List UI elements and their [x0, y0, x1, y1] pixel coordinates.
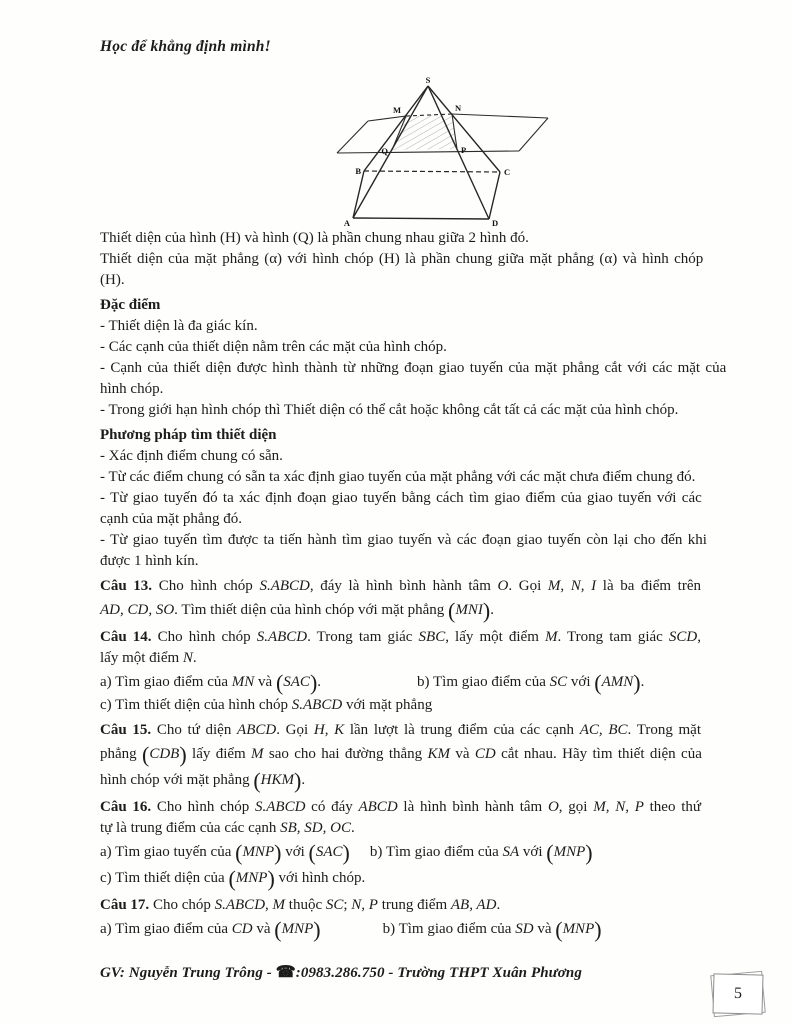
text-segment: hình chóp với mặt phẳng — [100, 772, 254, 788]
plane-front-edge — [337, 151, 519, 153]
text-segment: , lấy một điểm — [445, 629, 545, 645]
label-B: B — [355, 166, 361, 176]
edge-AD — [353, 218, 489, 219]
text-segment: ( — [253, 768, 261, 793]
text-segment: ABCD — [358, 799, 398, 815]
text-segment: O — [547, 799, 559, 815]
text-segment: . — [317, 674, 322, 690]
text-segment: AD, CD, SO — [100, 602, 175, 618]
text-segment: với — [281, 844, 309, 860]
page-number-box-front — [712, 973, 763, 1014]
text-segment: S.ABCD — [255, 799, 306, 815]
text-segment: ( — [228, 866, 236, 891]
text-segment: SD — [515, 921, 534, 937]
text-segment: a) Tìm giao điểm của — [100, 674, 232, 690]
text-segment: ( — [235, 840, 243, 865]
text-segment: c) Tìm thiết diện của hình chóp — [100, 697, 292, 713]
text-segment: N — [182, 650, 193, 666]
text-segment: Câu 13. — [100, 578, 153, 594]
text-segment: Cho hình chóp — [152, 578, 260, 594]
text-segment: SCD — [668, 629, 698, 645]
label-A: A — [343, 218, 350, 228]
page-header-motto: Học để khẳng định mình! — [100, 38, 271, 55]
text-segment: ABCD — [237, 722, 277, 738]
text-segment: , — [697, 629, 701, 645]
question-17-ab — [100, 916, 701, 942]
text-segment: , gọi — [558, 799, 594, 815]
question-14-line-1 — [100, 627, 701, 648]
text-segment: M — [272, 897, 286, 913]
question-15-line-3 — [100, 767, 701, 793]
text-segment: Cho hình chóp — [151, 629, 257, 645]
text-segment: có đáy — [305, 799, 359, 815]
text-segment: . — [192, 650, 197, 666]
label-N: N — [455, 103, 462, 113]
text-segment: CDB — [149, 746, 180, 762]
heading-dac-diem — [100, 295, 701, 316]
text-segment: lần lượt là trung điểm của các cạnh — [344, 722, 580, 738]
question-14-line-2 — [100, 648, 701, 669]
text-segment: ) — [585, 840, 593, 865]
text-segment: S.ABCD — [256, 629, 308, 645]
text-segment: - Từ các điểm chung có sẵn ta xác định giao tuyến của mặt phẳng với các mặt chưa điểm chung đó. — [100, 469, 696, 485]
text-segment: với mặt phẳng — [342, 697, 433, 713]
text-segment: . — [350, 820, 355, 836]
text-segment: a) Tìm giao tuyến của — [100, 844, 236, 860]
text-segment: ) — [342, 840, 350, 865]
document-body — [100, 228, 727, 942]
text-segment: - Thiết diện là đa giác kín. — [100, 318, 258, 334]
text-segment: ( — [555, 917, 563, 942]
text-segment: Thiết diện của hình (H) và hình (Q) là phần chung nhau giữa 2 hình đó. — [100, 230, 529, 246]
text-segment: - Các cạnh của thiết diện nằm trên các mặt của hình chóp. — [100, 339, 447, 355]
teacher-info-suffix: :0983.286.750 - Trường THPT Xuân Phương — [295, 965, 582, 981]
text-segment: ( — [275, 670, 284, 695]
text-segment: SAC — [315, 844, 343, 860]
text-segment: ) — [633, 670, 641, 695]
column-gap — [321, 685, 417, 686]
feature-4 — [100, 400, 701, 421]
text-segment: O — [497, 578, 509, 594]
question-16-line-2 — [100, 818, 701, 839]
text-segment: c) Tìm thiết diện của — [100, 870, 229, 886]
text-segment: H, K — [313, 722, 345, 738]
question-15-line-2 — [100, 741, 701, 767]
text-segment: AC, BC — [579, 722, 628, 738]
plane-back-edge-right — [452, 114, 548, 118]
text-segment: . — [301, 772, 306, 788]
page-number-box — [712, 973, 764, 1015]
text-segment: S.ABCD — [214, 897, 266, 913]
text-segment: - Trong giới hạn hình chóp thì Thiết diện có thể cắt hoặc không cắt tất cả các mặt của hình chóp. — [100, 402, 679, 418]
text-segment: với — [519, 844, 547, 860]
text-segment: Câu 17. — [100, 897, 150, 913]
text-segment: cắt nhau. Hãy tìm thiết diện của — [495, 746, 702, 762]
telephone-icon: ☎ — [275, 964, 296, 981]
text-segment: Phương pháp tìm thiết diện — [100, 427, 277, 443]
method-4-cont — [100, 551, 701, 572]
text-segment: ) — [179, 742, 187, 767]
text-segment: - Từ giao tuyến đó ta xác định đoạn giao tuyến bằng cách tìm giao điểm của giao tuyến với các — [100, 490, 702, 506]
text-segment: ; — [343, 897, 352, 913]
text-segment: ( — [546, 840, 554, 865]
feature-1 — [100, 316, 701, 337]
text-segment: . Trong mặt — [627, 722, 702, 738]
text-segment: tự là trung điểm của các cạnh — [100, 820, 281, 836]
column-gap — [321, 932, 383, 933]
text-segment: là hình bình hành tâm — [397, 799, 548, 815]
text-segment: thuộc — [285, 897, 326, 913]
text-segment: M — [251, 746, 264, 762]
edge-DC — [489, 172, 500, 219]
text-segment: SBC — [418, 629, 446, 645]
text-segment: . Tìm thiết diện của hình chóp với mặt phẳng — [174, 602, 449, 618]
text-segment: SAC — [283, 674, 310, 690]
heading-phuong-phap — [100, 425, 701, 446]
text-segment: M, N, P — [593, 799, 644, 815]
text-segment: lấy một điểm — [100, 650, 183, 666]
text-segment: . — [640, 674, 645, 690]
question-13-line-1 — [100, 576, 701, 597]
text-segment: b) Tìm giao điểm của — [417, 674, 550, 690]
text-segment: ( — [594, 670, 602, 695]
text-segment: . — [496, 897, 501, 913]
text-segment: cạnh của mặt phẳng đó. — [100, 511, 243, 527]
text-segment: SA — [502, 844, 520, 860]
text-segment: ) — [294, 768, 302, 793]
text-segment: , đáy là hình bình hành tâm — [309, 578, 498, 594]
text-segment: và — [450, 746, 475, 762]
text-segment: sao cho hai đường thẳng — [263, 746, 428, 762]
text-segment: b) Tìm giao điểm của — [382, 921, 516, 937]
text-segment: MN — [231, 674, 255, 690]
text-segment: ( — [274, 917, 282, 942]
text-segment: (H). — [100, 272, 125, 288]
text-segment: ( — [308, 840, 316, 865]
text-segment: lấy điểm — [186, 746, 252, 762]
edge-BC-hidden — [364, 171, 500, 172]
text-segment: MNP — [553, 844, 586, 860]
text-segment: Câu 16. — [100, 799, 152, 815]
text-segment: hình chóp. — [100, 381, 164, 397]
text-segment: và — [252, 921, 275, 937]
label-P: P — [461, 145, 467, 155]
method-2 — [100, 467, 701, 488]
label-Q: Q — [381, 146, 388, 156]
question-14-ab — [100, 669, 701, 695]
plane-back-edge-left — [368, 116, 406, 121]
text-segment: MNI — [455, 602, 483, 618]
text-segment: . Trong tam giác — [307, 629, 419, 645]
text-segment: SC — [549, 674, 568, 690]
text-segment: ) — [594, 917, 602, 942]
text-segment: Câu 15. — [100, 722, 152, 738]
text-segment: Đặc điểm — [100, 297, 161, 313]
question-16-c — [100, 865, 701, 891]
text-segment: ( — [142, 742, 150, 767]
teacher-info-prefix: GV: Nguyễn Trung Trông - — [100, 965, 276, 981]
text-segment: và — [533, 921, 556, 937]
text-segment: ) — [274, 840, 282, 865]
text-segment: theo thứ — [643, 799, 701, 815]
text-segment: S.ABCD — [291, 697, 343, 713]
method-4 — [100, 530, 707, 551]
text-segment: ) — [313, 917, 321, 942]
text-segment: M — [544, 629, 558, 645]
question-16-ab — [100, 839, 701, 865]
text-segment: Thiết diện của mặt phẳng (α) với hình chóp (H) là phần chung giữa mặt phẳng (α) và hình chóp — [100, 251, 704, 267]
question-15-line-1 — [100, 720, 701, 741]
text-segment: với hình chóp. — [274, 870, 366, 886]
intro-line-3 — [100, 270, 701, 291]
intro-line-2 — [100, 249, 704, 270]
feature-2 — [100, 337, 701, 358]
text-segment: S.ABCD — [259, 578, 310, 594]
column-gap — [350, 855, 370, 856]
feature-3-cont — [100, 379, 701, 400]
text-segment: Cho tứ diện — [151, 722, 238, 738]
text-segment: SC — [325, 897, 344, 913]
text-segment: KM — [427, 746, 451, 762]
text-segment: a) Tìm giao điểm của — [100, 921, 232, 937]
edge-AB — [353, 171, 364, 218]
text-segment: ) — [482, 598, 491, 623]
text-segment: Câu 14. — [100, 629, 152, 645]
text-segment: . Gọi — [508, 578, 548, 594]
text-segment: AB, AD — [450, 897, 497, 913]
text-segment: trung điểm — [377, 897, 451, 913]
text-segment: AMN — [601, 674, 634, 690]
feature-3 — [100, 358, 727, 379]
text-segment: - Xác định điểm chung có sẵn. — [100, 448, 283, 464]
text-segment: là ba điểm trên — [596, 578, 702, 594]
text-segment: b) Tìm giao điểm của — [369, 844, 503, 860]
method-1 — [100, 446, 701, 467]
text-segment: CD — [231, 921, 253, 937]
text-segment: SB, SD, OC — [280, 820, 351, 836]
text-segment: - Từ giao tuyến tìm được ta tiến hành tìm giao tuyến và các đoạn giao tuyến còn lại cho đến khi — [100, 532, 707, 548]
label-D: D — [492, 218, 499, 228]
text-segment: CD — [474, 746, 496, 762]
label-S: S — [425, 75, 431, 85]
text-segment: - Cạnh của thiết diện được hình thành từ những đoạn giao tuyến của mặt phẳng cắt với các mặt của — [100, 360, 727, 376]
text-segment: ) — [309, 670, 318, 695]
text-segment: HKM — [260, 772, 294, 788]
text-segment: MNP — [562, 921, 595, 937]
method-3 — [100, 488, 701, 509]
text-segment: và — [254, 674, 276, 690]
question-13-line-2 — [100, 597, 701, 623]
page-footer — [100, 962, 582, 982]
method-3-cont — [100, 509, 701, 530]
text-segment: Cho chóp — [149, 897, 215, 913]
text-segment: . Gọi — [276, 722, 314, 738]
text-segment: , — [265, 897, 273, 913]
page-number: 5 — [733, 984, 743, 1003]
text-segment: N, P — [351, 897, 378, 913]
plane-left-edge — [337, 121, 368, 153]
text-segment: phẳng — [100, 746, 143, 762]
pyramid-cross-section-figure — [325, 75, 575, 230]
plane-right-edge — [519, 118, 548, 151]
text-segment: ( — [448, 598, 456, 623]
text-segment: với — [567, 674, 595, 690]
text-segment: được 1 hình kín. — [100, 553, 199, 569]
question-16-line-1 — [100, 797, 701, 818]
text-segment: . Trong tam giác — [557, 629, 669, 645]
text-segment: MNP — [242, 844, 275, 860]
question-14-c — [100, 695, 701, 716]
text-segment: Cho hình chóp — [151, 799, 255, 815]
label-C: C — [504, 167, 511, 177]
text-segment: . — [490, 602, 494, 618]
text-segment: MNP — [235, 870, 268, 886]
text-segment: MNP — [281, 921, 314, 937]
text-segment: M, N, I — [547, 578, 597, 594]
question-17-line-1 — [100, 895, 701, 916]
intro-line-1 — [100, 228, 701, 249]
text-segment: ) — [267, 866, 275, 891]
label-M: M — [392, 105, 401, 115]
